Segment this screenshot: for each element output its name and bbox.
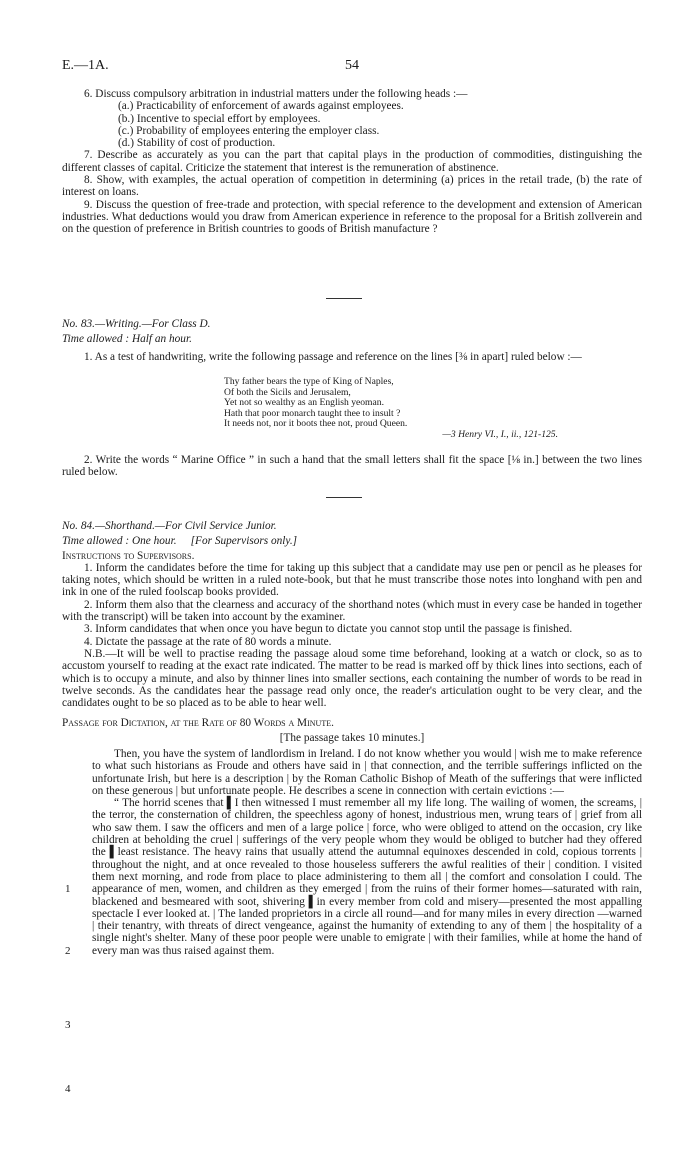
shorthand-title: No. 84.—Shorthand.—For Civil Service Junior. bbox=[62, 520, 277, 532]
writing-time-allowed: Time allowed : Half an hour. bbox=[62, 333, 192, 346]
page-number: 54 bbox=[345, 58, 359, 73]
poem-line: Thy father bears the type of King of Naples, bbox=[224, 376, 394, 387]
writing-section bbox=[62, 318, 642, 363]
poem-line: Yet not so wealthy as an English yeoman. bbox=[224, 397, 384, 408]
instruction-3: 3. Inform candidates that when once you have begun to dictate you cannot stop until the passage is finished. bbox=[84, 623, 573, 636]
instructions-heading: Instructions to Supervisors. bbox=[62, 549, 195, 562]
document-reference: E.—1A. bbox=[62, 58, 109, 73]
poem-line: Of both the Sicils and Jerusalem, bbox=[224, 386, 351, 398]
section-divider bbox=[326, 497, 362, 498]
page-header bbox=[62, 58, 642, 76]
question-8: 8. Show, with examples, the actual operation of competition in determining (a) prices in the retail trade, (b) the rate of interest on loans. bbox=[62, 174, 642, 199]
instruction-nb: N.B.—It will be well to practise reading the passage aloud some time beforehand, looking at a watch or clock, so as to accustom yourself to reading at the exact rate indicated. The matter to be read is marked off by thick lines into sections, each of which is to occupy a minute, and also by thinner lines into smaller sections, each containing the number of words to be read in twelve seconds. As the candidates hear the passage read only once, the reader's articulation ought to be very clear, and the candidates ought to be so placed as to be able to hear well. bbox=[62, 647, 642, 710]
poem-passage bbox=[224, 377, 584, 440]
poem-source: —3 Henry VI., I., ii., 121-125. bbox=[442, 428, 558, 440]
instruction-4: 4. Dictate the passage at the rate of 80 words a minute. bbox=[84, 635, 332, 648]
instruction-2: 2. Inform them also that the clearness and accuracy of the shorthand notes (which must in every case be handed in together with the transcript) will be taken into account by the examiner. bbox=[62, 598, 642, 624]
question-6-item-a: (a.) Practicability of enforcement of awards against employees. bbox=[118, 100, 404, 113]
writing-question-2: 2. Write the words “ Marine Office ” in such a hand that the small letters shall fit the space [⅛ in.] between the two lines ruled below. bbox=[62, 454, 642, 479]
writing-question-1: 1. As a test of handwriting, write the following passage and reference on the lines [⅜ in apart] ruled below :— bbox=[84, 350, 582, 363]
economics-questions bbox=[62, 88, 642, 236]
minute-marker-1: 1 bbox=[65, 883, 71, 895]
question-9: 9. Discuss the question of free-trade and protection, with special reference to the development and extension of American industries. What deductions would you draw from American experience in reference to the proposal for a British zollverein and on the question of preference in British countries to goods of British manufacture ? bbox=[62, 198, 642, 236]
writing-title: No. 83.—Writing.—For Class D. bbox=[62, 318, 211, 330]
question-6-item-b: (b.) Incentive to special effort by employees. bbox=[118, 112, 321, 125]
minute-marker-3: 3 bbox=[65, 1019, 71, 1031]
question-6: 6. Discuss compulsory arbitration in industrial matters under the following heads :— bbox=[84, 88, 468, 100]
passage-heading: Passage for Dictation, at the Rate of 80 Words a Minute. bbox=[62, 717, 334, 730]
passage-quote: “ The horrid scenes that ▌I then witnessed I must remember all my life long. The wailing of women, the screams, | the terror, the consternation of children, the speechless agony of honest, industrious men, wrung tears of | grief from all who saw them. I saw the officers and men of a large police | force, who were obliged to attend on the occasion, cry like children at beholding the cruel | sufferings of the very people whom they would be obliged to butcher had they offered the ▌least resistance. The heavy rains that usually attend the autumnal equinoxes descended in cold, copious torrents | throughout the night, and at once revealed to those houseless sufferers the awful realities of their | condition. I visited them next morning, and rode from place to place administering to them all | the comfort and consolation I could. The appearance of men, women, and children as they emerged | from the ruins of their former homes—saturated with rain, blackened and besmeared with soot, shivering ▌in every member from cold and misery—presented the most appalling spectacle I ever looked at. | The landed proprietors in a circle all round—and for many miles in every direction —warned | their tenantry, with threats of direct vengeance, against the humanity of extending to any of them | the hospitality of a single night's shelter. Many of these poor people were unable to emigrate | with their families, while at home the hand of every man was thus raised against them. bbox=[92, 797, 642, 957]
poem-line: It needs not, nor it boots thee not, proud Queen. bbox=[224, 418, 408, 429]
shorthand-time-allowed: Time allowed : One hour. [For Supervisors only.] bbox=[62, 535, 298, 548]
question-6-item-d: (d.) Stability of cost of production. bbox=[118, 137, 276, 150]
dictation-passage bbox=[62, 748, 642, 1095]
section-divider bbox=[326, 298, 362, 299]
writing-question-2-block bbox=[62, 454, 642, 479]
poem-line: Hath that poor monarch taught thee to insult ? bbox=[224, 407, 401, 419]
question-7: 7. Describe as accurately as you can the part that capital plays in the production of commodities, distinguishing the different classes of capital. Criticize the statement that interest is the remuneration of abstinence. bbox=[62, 149, 642, 174]
passage-intro: Then, you have the system of landlordism in Ireland. I do not know whether you would | wish me to make reference to what such historians as Froude and others have said in | that connection, and the terrible sufferings inflicted on the unfortunate Irish, but here is a description | by the Roman Catholic Bishop of Meath of the sufferings that were inflicted on these generous | but unfortunate people. He describes a scene in connection with certain evictions :— bbox=[92, 748, 642, 797]
passage-duration-note: [The passage takes 10 minutes.] bbox=[279, 731, 425, 744]
instruction-1: 1. Inform the candidates before the time for taking up this subject that a candidate may use pen or pencil as he pleases for taking notes, which should be written in a ruled note-book, but that he must transcribe those notes into longhand with pen and ink in one of the ruled foolscap books provided. bbox=[62, 561, 642, 599]
question-6-item-c: (c.) Probability of employees entering the employer class. bbox=[118, 124, 380, 137]
shorthand-section bbox=[62, 520, 642, 744]
minute-marker-4: 4 bbox=[65, 1083, 71, 1095]
minute-marker-2: 2 bbox=[65, 945, 71, 957]
